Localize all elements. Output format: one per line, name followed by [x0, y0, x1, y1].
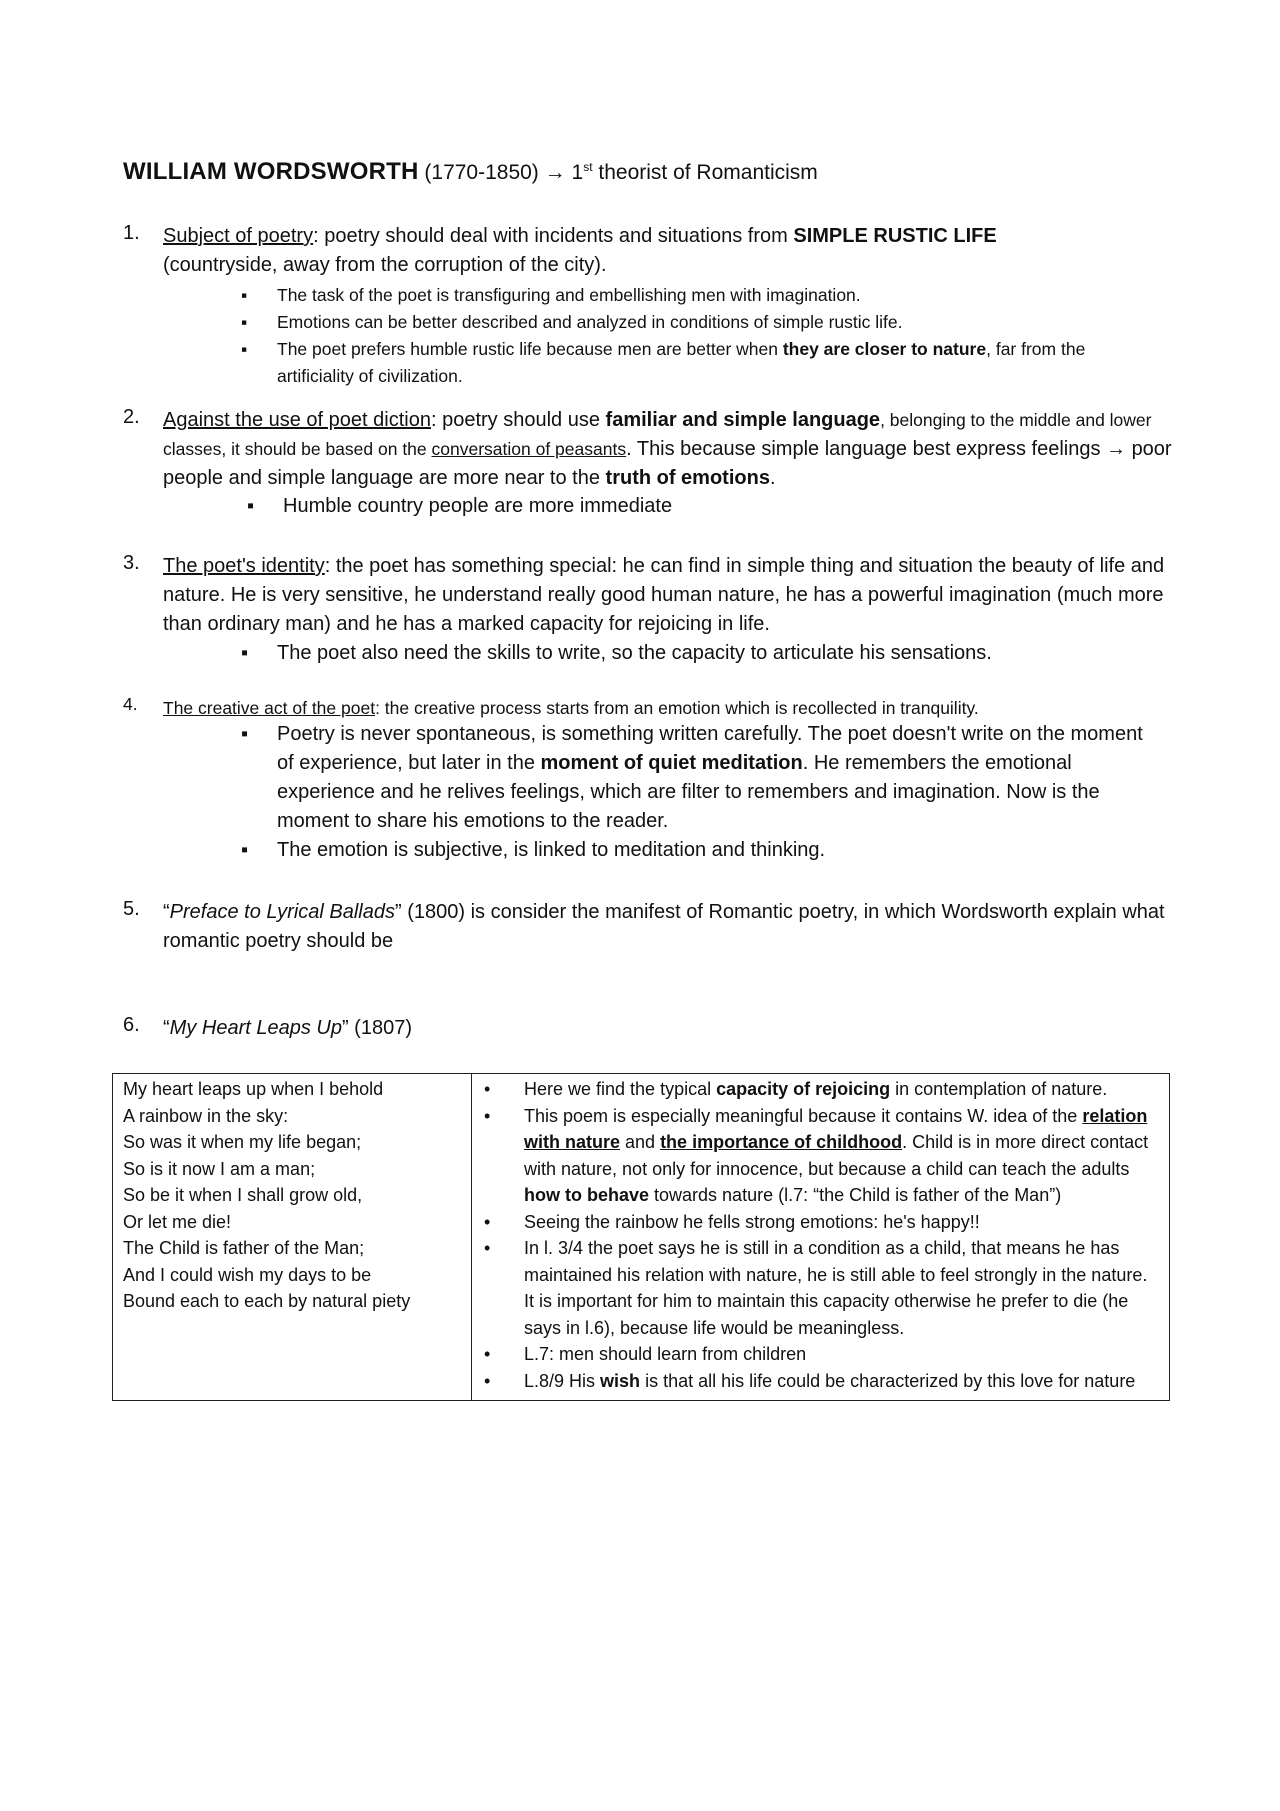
bold-text: truth of emotions — [605, 467, 770, 489]
text: (countryside, away from the corruption of the city). — [163, 254, 607, 276]
text: . He remembers the emotional experience and he relives feelings, which are filter to remembers and imagination. Now is the moment to share his emotions to the reader. — [277, 752, 1100, 832]
work-title: My Heart Leaps Up — [169, 1017, 342, 1039]
arrow-icon: → — [544, 161, 566, 184]
section-heading: The creative act of the poet — [163, 698, 376, 718]
title-rest: theorist of Romanticism — [598, 161, 818, 184]
text: Here we find the typical — [524, 1079, 717, 1099]
list-item — [241, 720, 1161, 836]
poem-line: The Child is father of the Man; — [123, 1238, 365, 1258]
poem-verse — [123, 1076, 463, 1315]
title-dates: (1770-1850) — [424, 161, 539, 184]
list-item: ▪ Humble country people are more immediate — [247, 492, 1167, 521]
text: : poetry should use — [430, 409, 606, 431]
title-ordinal: 1 — [571, 161, 584, 184]
section-heading: Against the use of poet diction — [163, 409, 431, 431]
list-item: • In l. 3/4 the poet says he is still in a condition as a child, that means he has maintained his relation with nature, he is still able to feel strongly in the nature. It is important for him to maintain this capacity otherwise he prefer to die (he says in l.6), because life would be meaningless. — [482, 1235, 1159, 1341]
bold-text: familiar and simple language — [605, 409, 881, 431]
list-item: ▪ The task of the poet is transfiguring and embellishing men with imagination. — [241, 282, 1161, 309]
text: . Child is in more direct contact with nature, not only for innocence, but because a child can teach the adults — [524, 1132, 1149, 1179]
list-item — [241, 336, 1161, 390]
poem-line: A rainbow in the sky: — [123, 1105, 289, 1126]
bold-text: how to behave — [524, 1185, 650, 1205]
bold-text: capacity of rejoicing — [716, 1079, 891, 1099]
list-item: ▪ The emotion is subjective, is linked to meditation and thinking. — [241, 836, 1161, 865]
poem-line: And I could wish my days to be — [123, 1264, 372, 1285]
poem-cell — [113, 1074, 472, 1401]
bold-text: the importance of childhood — [660, 1132, 903, 1152]
list-item: ▪ The poet also need the skills to write, so the capacity to articulate his sensations. — [241, 639, 1161, 668]
section-number: 5. — [123, 898, 140, 920]
poem-table — [112, 1073, 1170, 1401]
poem-line: Or let me die! — [123, 1211, 232, 1232]
list-item — [482, 1103, 1159, 1209]
text: towards nature (l.7: “the Child is father of the Man”) — [649, 1185, 1062, 1205]
table-row — [113, 1074, 1170, 1401]
title-name: WILLIAM WORDSWORTH — [123, 158, 419, 185]
section-6-text — [163, 1014, 1193, 1043]
section-3-bullets — [241, 639, 1161, 668]
text: in contemplation of nature. — [890, 1079, 1108, 1099]
section-3-text — [163, 552, 1193, 639]
poem-line: So was it when my life began; — [123, 1132, 362, 1152]
notes-list — [482, 1076, 1159, 1394]
text: ” (1807) — [341, 1017, 412, 1039]
poem-line: My heart leaps up when I behold — [123, 1079, 384, 1099]
bold-text: moment of quiet meditation — [540, 752, 803, 774]
section-heading: The poet's identity — [163, 555, 325, 577]
text: is that all his life could be characterized by this love for nature — [640, 1370, 1136, 1391]
text: The poet prefers humble rustic life because men are better when — [277, 339, 783, 359]
quote-mark: “ — [163, 901, 170, 923]
text: L.8/9 His — [524, 1370, 601, 1391]
section-4-text — [163, 694, 1193, 723]
list-item: • Seeing the rainbow he fells strong emotions: he's happy!! — [482, 1209, 1159, 1236]
title-ordinal-suffix: st — [583, 160, 593, 174]
poem-line: So is it now I am a man; — [123, 1158, 316, 1179]
section-number: 1. — [123, 222, 140, 244]
page-title — [123, 158, 818, 186]
work-title: Preface to Lyrical Ballads — [169, 901, 395, 923]
list-item — [482, 1368, 1159, 1395]
section-heading: Subject of poetry — [163, 225, 314, 247]
text: : the poet has something special: he can find in simple thing and situation the beauty of life and nature. He is very sensitive, he understand really good human nature, he has a powerful imagination (much more than ordinary man) and he has a marked capacity for rejoicing in life. — [163, 555, 1165, 635]
bold-text: SIMPLE RUSTIC LIFE — [793, 225, 997, 247]
section-4-bullets — [241, 720, 1161, 865]
section-number: 3. — [123, 552, 140, 574]
text: , far from the artificiality of civilization. — [277, 339, 1086, 386]
bold-text: wish — [600, 1370, 641, 1391]
section-2-text — [163, 406, 1193, 493]
underlined-text: conversation of peasants — [431, 439, 627, 459]
bold-text: relation with nature — [524, 1105, 1148, 1152]
section-number: 6. — [123, 1014, 140, 1036]
text: This poem is especially meaningful because it contains W. idea of the — [524, 1105, 1083, 1126]
list-item: ▪ Emotions can be better described and analyzed in conditions of simple rustic life. — [241, 309, 1161, 336]
section-number: 4. — [123, 694, 138, 714]
section-1-text — [163, 222, 1193, 280]
text: Poetry is never spontaneous, is something written carefully. The poet doesn't write on the moment of experience, but later in the — [277, 723, 1143, 774]
list-item — [482, 1076, 1159, 1103]
list-item: • L.7: men should learn from children — [482, 1341, 1159, 1368]
poem-line: Bound each to each by natural piety — [123, 1291, 411, 1311]
text: , belonging to the middle and lower classes, it should be based on the — [163, 410, 1152, 459]
text: . This because simple language best express feelings → poor people and simple language are more near to the — [163, 438, 1172, 489]
notes-cell — [472, 1074, 1170, 1401]
text: . — [769, 467, 776, 489]
text: ” (1800) is consider the manifest of Romantic poetry, in which Wordsworth explain what romantic poetry should be — [163, 901, 1165, 952]
bold-text: they are closer to nature — [782, 339, 987, 359]
section-2-bullets — [247, 492, 1167, 521]
section-1-bullets — [241, 282, 1161, 390]
text: and — [620, 1132, 661, 1152]
section-number: 2. — [123, 406, 140, 428]
text: : poetry should deal with incidents and situations from — [313, 225, 794, 247]
text: : the creative process starts from an emotion which is recollected in tranquility. — [375, 698, 979, 718]
poem-line: So be it when I shall grow old, — [123, 1185, 363, 1205]
quote-mark: “ — [163, 1017, 170, 1039]
section-5-text — [163, 898, 1193, 956]
